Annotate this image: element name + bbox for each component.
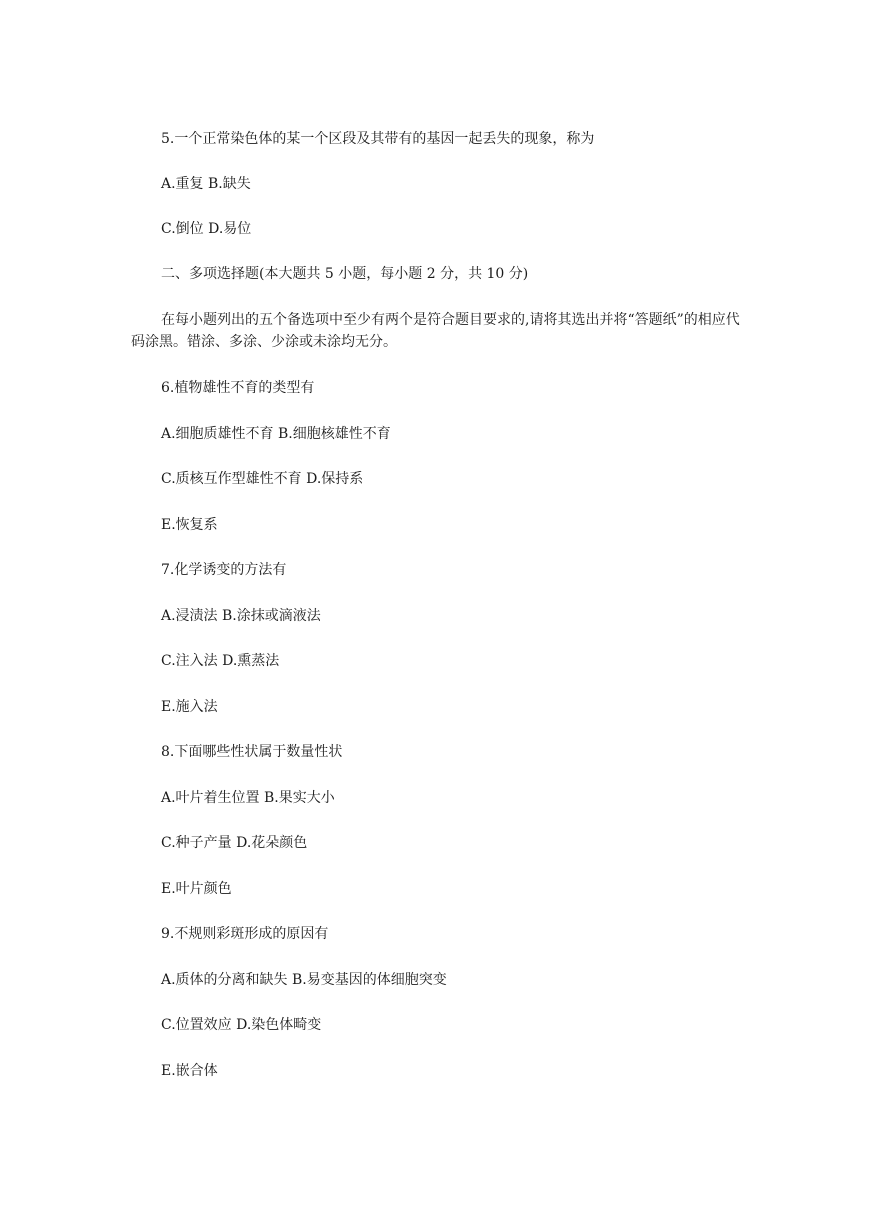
question-7-options-ab: A.浸渍法 B.涂抹或滴液法 xyxy=(161,608,321,624)
question-5-options-cd: C.倒位 D.易位 xyxy=(161,221,252,237)
question-9-options-cd: C.位置效应 D.染色体畸变 xyxy=(161,1017,322,1033)
question-7-options-cd: C.注入法 D.熏蒸法 xyxy=(161,653,280,669)
question-5-stem: 5.一个正常染色体的某一个区段及其带有的基因一起丢失的现象，称为 xyxy=(161,131,595,147)
question-8-options-ab: A.叶片着生位置 B.果实大小 xyxy=(161,790,335,806)
section-2-heading: 二、多项选择题(本大题共 5 小题，每小题 2 分，共 10 分) xyxy=(161,266,529,282)
question-6-stem: 6.植物雄性不育的类型有 xyxy=(161,380,315,396)
question-9-stem: 9.不规则彩斑形成的原因有 xyxy=(161,926,329,942)
question-6-options-ab: A.细胞质雄性不育 B.细胞核雄性不育 xyxy=(161,426,391,442)
question-8-options-cd: C.种子产量 D.花朵颜色 xyxy=(161,835,308,851)
question-5-options-ab: A.重复 B.缺失 xyxy=(161,176,251,192)
question-6-option-e: E.恢复系 xyxy=(161,517,218,533)
question-7-stem: 7.化学诱变的方法有 xyxy=(161,562,287,578)
question-8-stem: 8.下面哪些性状属于数量性状 xyxy=(161,744,343,760)
question-9-option-e: E.嵌合体 xyxy=(161,1063,218,1079)
section-2-instructions: 在每小题列出的五个备选项中至少有两个是符合题目要求的,请将其选出并将“答题纸”的相应代码涂黑。错涂、多涂、少涂或未涂均无分。 xyxy=(131,312,740,350)
question-6-options-cd: C.质核互作型雄性不育 D.保持系 xyxy=(161,471,364,487)
question-8-option-e: E.叶片颜色 xyxy=(161,881,232,897)
question-9-options-ab: A.质体的分离和缺失 B.易变基因的体细胞突变 xyxy=(161,972,447,988)
question-7-option-e: E.施入法 xyxy=(161,699,218,715)
